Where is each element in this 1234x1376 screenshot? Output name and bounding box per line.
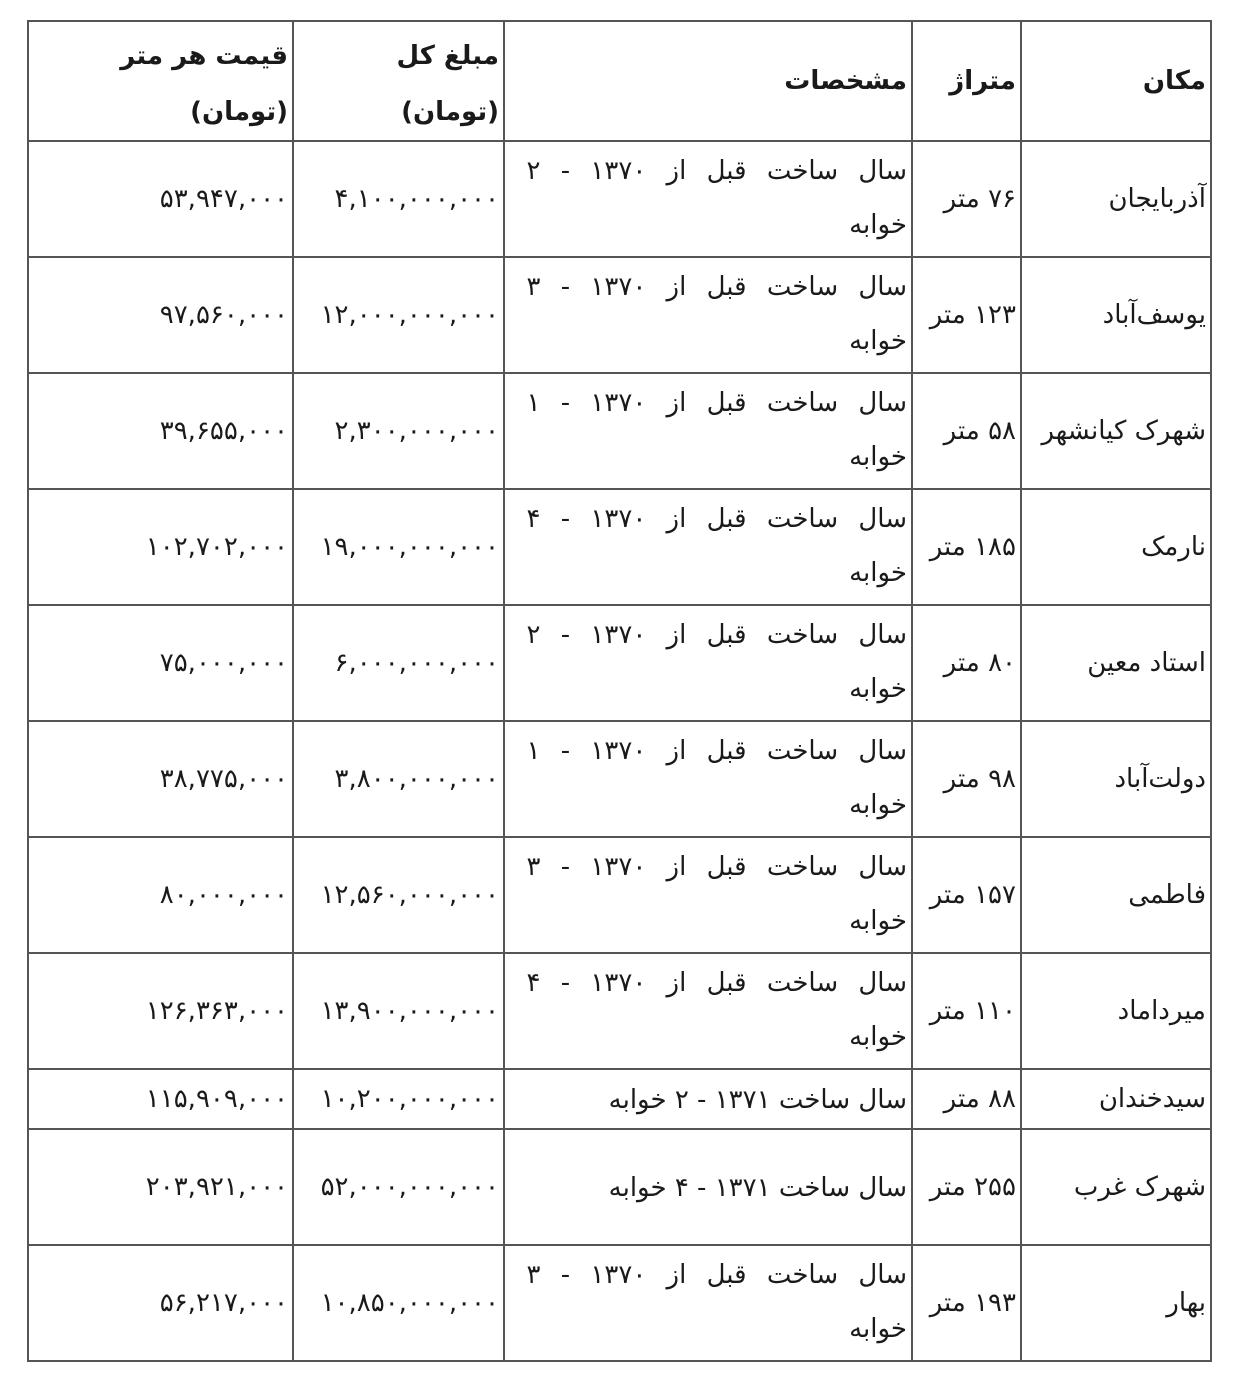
cell-total-price: ۱۰,۸۵۰,۰۰۰,۰۰۰ xyxy=(293,1245,504,1361)
cell-area: ۲۵۵ متر xyxy=(912,1129,1021,1245)
cell-specs: سال ساخت قبل از ۱۳۷۰ - ۳ خوابه xyxy=(504,837,912,953)
price-table xyxy=(27,20,1212,1362)
cell-specs: سال ساخت قبل از ۱۳۷۰ - ۲ خوابه xyxy=(504,605,912,721)
table-row xyxy=(28,1129,1211,1245)
cell-area: ۹۸ متر xyxy=(912,721,1021,837)
table-row xyxy=(28,953,1211,1069)
cell-location: شهرک غرب xyxy=(1021,1129,1211,1245)
table-row xyxy=(28,1245,1211,1361)
cell-area: ۱۵۷ متر xyxy=(912,837,1021,953)
cell-total-price: ۵۲,۰۰۰,۰۰۰,۰۰۰ xyxy=(293,1129,504,1245)
cell-location: نارمک xyxy=(1021,489,1211,605)
table-row xyxy=(28,837,1211,953)
cell-specs: سال ساخت قبل از ۱۳۷۰ - ۲ خوابه xyxy=(504,141,912,257)
table-row xyxy=(28,1069,1211,1129)
cell-specs: سال ساخت قبل از ۱۳۷۰ - ۳ خوابه xyxy=(504,1245,912,1361)
cell-location: شهرک کیانشهر xyxy=(1021,373,1211,489)
cell-specs: سال ساخت ۱۳۷۱ - ۲ خوابه xyxy=(504,1069,912,1129)
cell-total-price: ۱۰,۲۰۰,۰۰۰,۰۰۰ xyxy=(293,1069,504,1129)
table-row xyxy=(28,489,1211,605)
cell-total-price: ۱۹,۰۰۰,۰۰۰,۰۰۰ xyxy=(293,489,504,605)
cell-specs: سال ساخت قبل از ۱۳۷۰ - ۴ خوابه xyxy=(504,953,912,1069)
cell-specs: سال ساخت ۱۳۷۱ - ۴ خوابه xyxy=(504,1129,912,1245)
header-total-price: مبلغ کل (تومان) xyxy=(293,21,504,141)
header-row xyxy=(28,21,1211,141)
cell-area: ۱۲۳ متر xyxy=(912,257,1021,373)
header-specs: مشخصات xyxy=(504,21,912,141)
cell-specs: سال ساخت قبل از ۱۳۷۰ - ۳ خوابه xyxy=(504,257,912,373)
cell-location: سیدخندان xyxy=(1021,1069,1211,1129)
cell-location: بهار xyxy=(1021,1245,1211,1361)
cell-area: ۵۸ متر xyxy=(912,373,1021,489)
cell-specs: سال ساخت قبل از ۱۳۷۰ - ۱ خوابه xyxy=(504,721,912,837)
cell-price-per-meter: ۱۲۶,۳۶۳,۰۰۰ xyxy=(28,953,293,1069)
cell-total-price: ۱۲,۰۰۰,۰۰۰,۰۰۰ xyxy=(293,257,504,373)
cell-location: یوسف‌آباد xyxy=(1021,257,1211,373)
cell-price-per-meter: ۳۸,۷۷۵,۰۰۰ xyxy=(28,721,293,837)
cell-price-per-meter: ۲۰۳,۹۲۱,۰۰۰ xyxy=(28,1129,293,1245)
cell-specs: سال ساخت قبل از ۱۳۷۰ - ۱ خوابه xyxy=(504,373,912,489)
cell-total-price: ۱۳,۹۰۰,۰۰۰,۰۰۰ xyxy=(293,953,504,1069)
cell-location: فاطمی xyxy=(1021,837,1211,953)
cell-specs: سال ساخت قبل از ۱۳۷۰ - ۴ خوابه xyxy=(504,489,912,605)
cell-price-per-meter: ۹۷,۵۶۰,۰۰۰ xyxy=(28,257,293,373)
cell-total-price: ۶,۰۰۰,۰۰۰,۰۰۰ xyxy=(293,605,504,721)
cell-location: آذربایجان xyxy=(1021,141,1211,257)
cell-area: ۱۱۰ متر xyxy=(912,953,1021,1069)
header-location: مکان xyxy=(1021,21,1211,141)
cell-location: دولت‌آباد xyxy=(1021,721,1211,837)
table-row xyxy=(28,721,1211,837)
cell-total-price: ۳,۸۰۰,۰۰۰,۰۰۰ xyxy=(293,721,504,837)
cell-price-per-meter: ۸۰,۰۰۰,۰۰۰ xyxy=(28,837,293,953)
cell-total-price: ۴,۱۰۰,۰۰۰,۰۰۰ xyxy=(293,141,504,257)
header-price-per-meter: قیمت هر متر (تومان) xyxy=(28,21,293,141)
cell-total-price: ۱۲,۵۶۰,۰۰۰,۰۰۰ xyxy=(293,837,504,953)
header-area: متراژ xyxy=(912,21,1021,141)
cell-price-per-meter: ۱۰۲,۷۰۲,۰۰۰ xyxy=(28,489,293,605)
table-row xyxy=(28,141,1211,257)
cell-area: ۷۶ متر xyxy=(912,141,1021,257)
cell-area: ۱۸۵ متر xyxy=(912,489,1021,605)
cell-location: میرداماد xyxy=(1021,953,1211,1069)
table-row xyxy=(28,257,1211,373)
cell-price-per-meter: ۷۵,۰۰۰,۰۰۰ xyxy=(28,605,293,721)
cell-location: استاد معین xyxy=(1021,605,1211,721)
cell-area: ۸۸ متر xyxy=(912,1069,1021,1129)
table-row xyxy=(28,605,1211,721)
cell-price-per-meter: ۵۳,۹۴۷,۰۰۰ xyxy=(28,141,293,257)
cell-area: ۱۹۳ متر xyxy=(912,1245,1021,1361)
cell-price-per-meter: ۵۶,۲۱۷,۰۰۰ xyxy=(28,1245,293,1361)
table-row xyxy=(28,373,1211,489)
cell-total-price: ۲,۳۰۰,۰۰۰,۰۰۰ xyxy=(293,373,504,489)
cell-price-per-meter: ۳۹,۶۵۵,۰۰۰ xyxy=(28,373,293,489)
cell-price-per-meter: ۱۱۵,۹۰۹,۰۰۰ xyxy=(28,1069,293,1129)
cell-area: ۸۰ متر xyxy=(912,605,1021,721)
